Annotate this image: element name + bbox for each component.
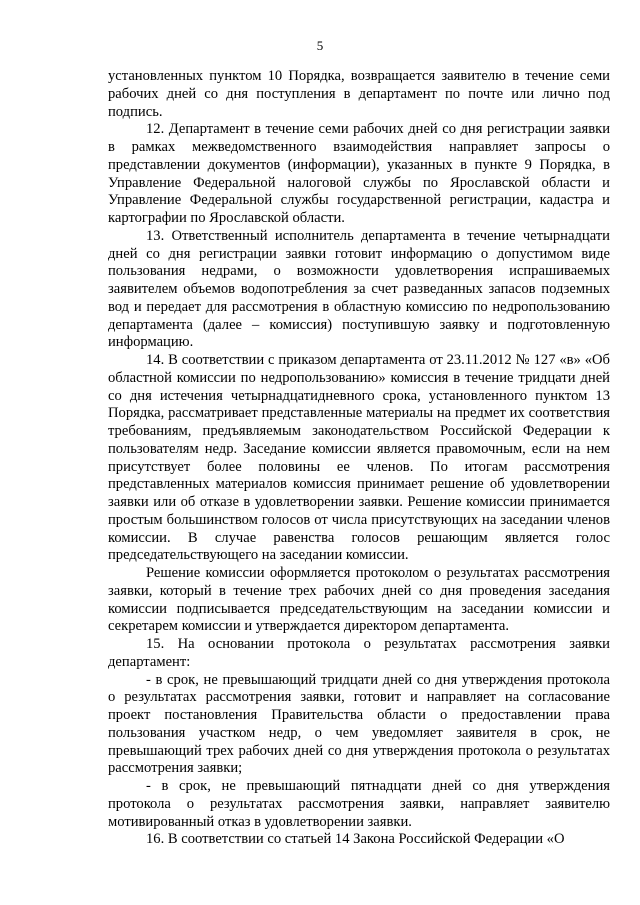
document-body <box>108 68 610 849</box>
paragraph-13: 13. Ответственный исполнитель департамента в течение четырнадцати дней со дня регистрации заявки готовит информацию о допустимом виде пользования недрами, о возможности удовлетворения испрашиваемых заявителем объемов водопотребления за счет разведанных запасов подземных вод и передает для рассмотрения в областную комиссию по недропользованию департамента (далее – комиссия) поступившую заявку и подготовленную информацию. <box>108 227 610 351</box>
paragraph-15-item-refuse: - в срок, не превышающий пятнадцати дней со дня утверждения протокола о результатах рассмотрения заявки, направляет заявителю мотивированный отказ в удовлетворении заявки. <box>108 778 610 830</box>
paragraph-15: 15. На основании протокола о результатах рассмотрения заявки департамент: <box>108 636 610 670</box>
page-number: 5 <box>316 38 324 53</box>
paragraph-15-item-approve: - в срок, не превышающий тридцати дней со дня утверждения протокола о результатах рассмотрения заявки, готовит и направляет на согласование проект постановления Правительства области о предоставлении права пользования участком недр, о чем уведомляет заявителя в срок, не превышающий трех рабочих дней со дня утверждения протокола о результатах рассмотрения заявки; <box>108 671 610 777</box>
paragraph-14: 14. В соответствии с приказом департамента от 23.11.2012 № 127 «в» «Об областной комиссии по недропользованию» комиссия в течение тридцати дней со дня истечения четырнадцатидневного срока, установленного пунктом 13 Порядка, рассматривает представленные материалы на предмет их соответствия требованиям, предъявляемым законодательством Российской Федерации к пользователям недр. Заседание комиссии является правомочным, если на нем присутствует более половины ее членов. По итогам рассмотрения представленных материалов комиссия принимает решение об удовлетворении заявки или об отказе в удовлетворении заявки. Решение комиссии принимается простым большинством голосов от числа присутствующих на заседании членов комиссии. В случае равенства голосов решающим является голос председательствующего на заседании комиссии. <box>108 352 610 564</box>
paragraph-16: 16. В соответствии со статьей 14 Закона Российской Федерации «О <box>146 831 565 848</box>
paragraph-continuation: установленных пунктом 10 Порядка, возвращается заявителю в течение семи рабочих дней со дня поступления в департамент по почте или лично под подпись. <box>108 68 610 120</box>
paragraph-commission-decision: Решение комиссии оформляется протоколом о результатах рассмотрения заявки, который в течение трех рабочих дней со дня проведения заседания комиссии подписывается председательствующим на заседании комиссии и секретарем комиссии и утверждается директором департамента. <box>108 565 610 635</box>
paragraph-12: 12. Департамент в течение семи рабочих дней со дня регистрации заявки в рамках межведомственного взаимодействия направляет запросы о представлении документов (информации), указанных в пункте 9 Порядка, в Управление Федеральной налоговой службы по Ярославской области и Управление Федеральной службы государственной регистрации, кадастра и картографии по Ярославской области. <box>108 121 610 226</box>
